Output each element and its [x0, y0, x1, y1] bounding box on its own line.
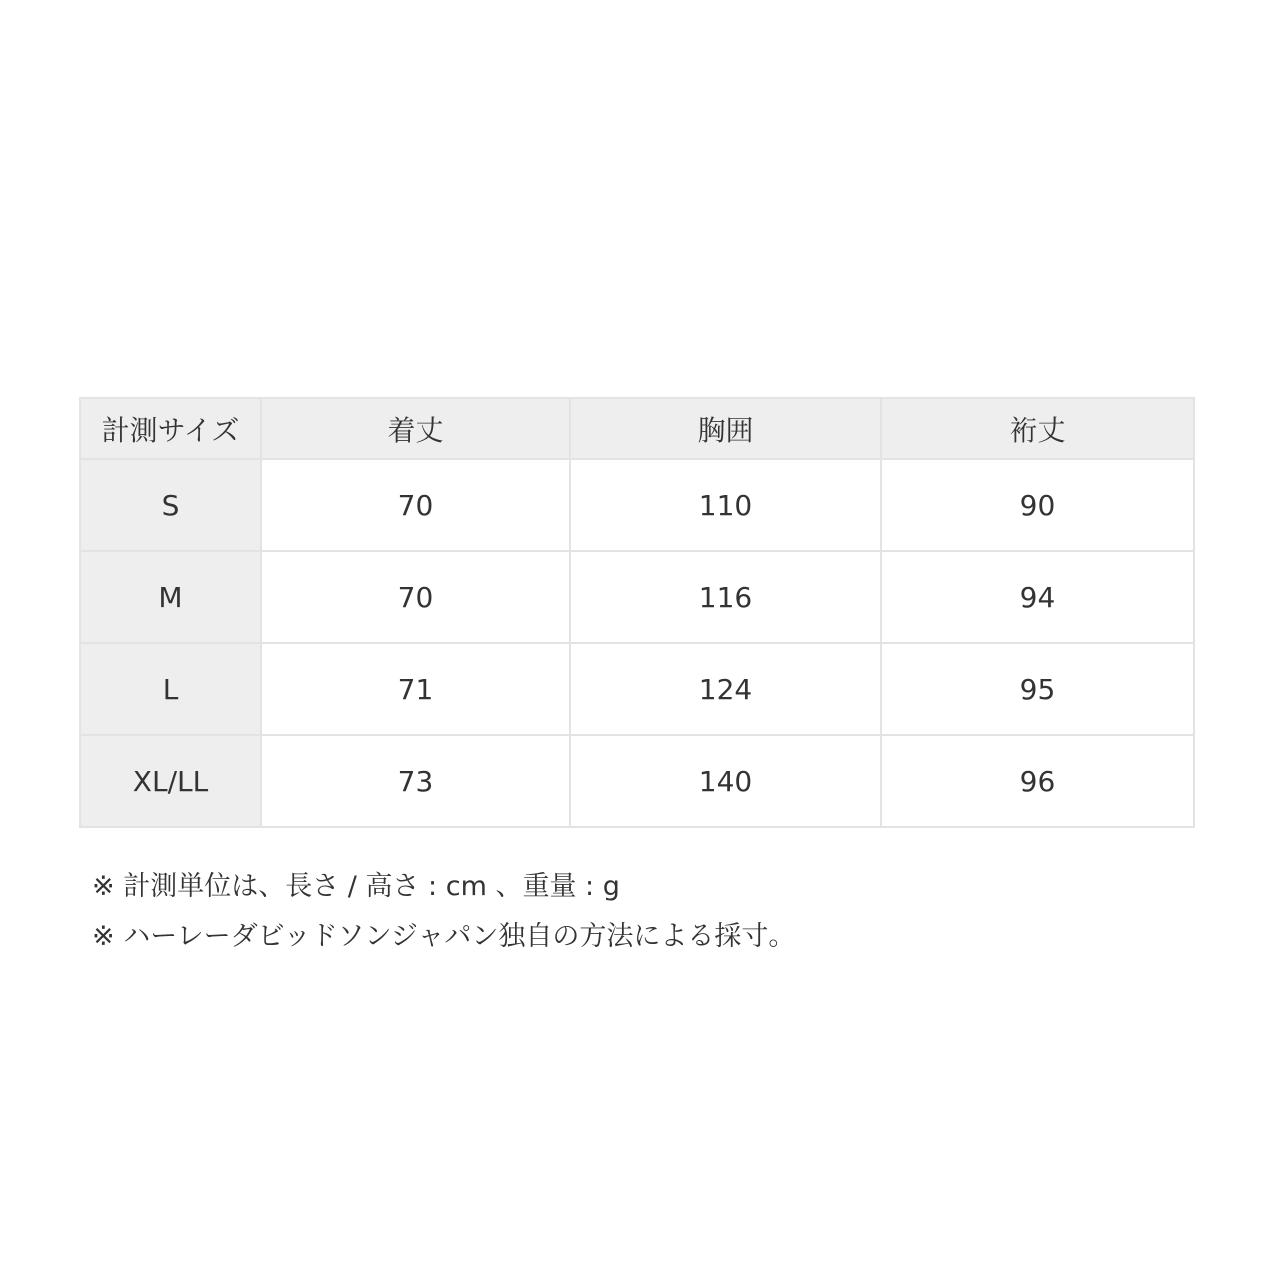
chest-cell: 116 [570, 551, 881, 643]
table-row [80, 459, 1194, 551]
sleeve-cell: 94 [881, 551, 1194, 643]
header-chest: 胸囲 [570, 398, 881, 459]
header-sleeve: 裄丈 [881, 398, 1194, 459]
size-table [79, 397, 1195, 828]
length-cell: 70 [261, 459, 570, 551]
header-measure-size: 計測サイズ [80, 398, 261, 459]
length-cell: 71 [261, 643, 570, 735]
sleeve-cell: 95 [881, 643, 1194, 735]
note-method: ※ ハーレーダビッドソンジャパン独自の方法による採寸。 [92, 921, 796, 952]
chest-cell: 124 [570, 643, 881, 735]
sleeve-cell: 96 [881, 735, 1194, 827]
chest-cell: 110 [570, 459, 881, 551]
header-length: 着丈 [261, 398, 570, 459]
size-label: M [80, 551, 261, 643]
size-label: XL/LL [80, 735, 261, 827]
size-label: L [80, 643, 261, 735]
sleeve-cell: 90 [881, 459, 1194, 551]
note-units: ※ 計測単位は、長さ / 高さ : cm 、重量 : g [92, 871, 620, 902]
table-row [80, 551, 1194, 643]
size-label: S [80, 459, 261, 551]
notes [92, 862, 1192, 962]
length-cell: 70 [261, 551, 570, 643]
table-row [80, 735, 1194, 827]
chest-cell: 140 [570, 735, 881, 827]
table-row [80, 643, 1194, 735]
table-header-row [80, 398, 1194, 459]
length-cell: 73 [261, 735, 570, 827]
